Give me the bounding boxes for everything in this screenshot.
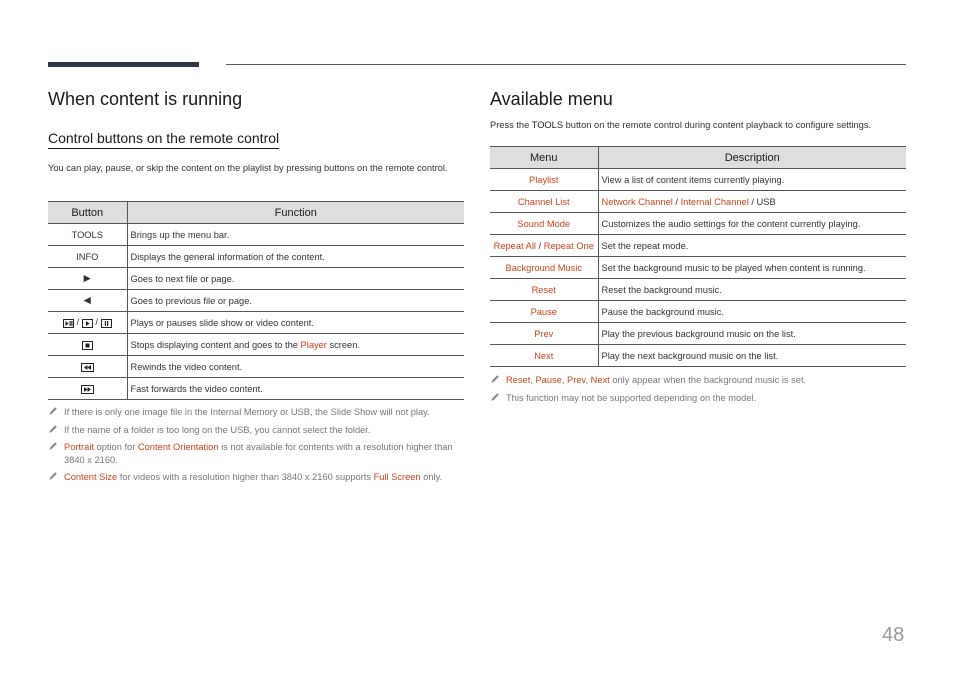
table-row [48,356,464,378]
note-item [48,471,466,484]
function-text: screen. [326,339,360,350]
note-text: If the name of a folder is too long on the USB, you cannot select the folder. [64,424,371,435]
note-text: This function may not be supported depending on the model. [506,392,757,403]
description-cell: Set the repeat mode. [598,235,906,257]
note-text: only. [420,472,443,482]
subsection-title: Control buttons on the remote control [48,130,279,149]
right-intro [490,119,906,132]
function-cell [127,334,464,356]
reset-link: Reset [506,375,531,385]
function-cell: Plays or pauses slide show or video content. [127,312,464,334]
internal-channel-link: Internal Channel [680,196,749,207]
repeat-all-link: Repeat All [493,240,536,251]
menu-cell: Background Music [490,257,598,279]
separator: / [536,240,544,251]
table-row [490,191,906,213]
description-cell: Play the next background music on the list. [598,345,906,367]
pencil-note-icon [490,374,500,384]
button-cell [48,312,127,334]
table-row [490,257,906,279]
left-notes [48,406,466,489]
prev-link: Prev [567,375,586,385]
pencil-note-icon [490,392,500,402]
play-pause-icon [63,319,74,328]
menu-cell: Pause [490,301,598,323]
menu-cell: Prev [490,323,598,345]
function-cell: Rewinds the video content. [127,356,464,378]
section-title-right: Available menu [490,89,613,109]
repeat-one-link: Repeat One [543,240,594,251]
right-notes [490,374,908,409]
note-text: option for [93,442,138,452]
separator: , [561,375,568,385]
separator: , [530,375,536,385]
play-icon [82,319,93,328]
pencil-note-icon [48,471,58,481]
left-intro: You can play, pause, or skip the content on the playlist by pressing buttons on the remote control. [48,163,448,173]
content-size-link: Content Size [64,472,118,482]
pause-icon [101,319,112,328]
full-screen-link: Full Screen [373,472,421,482]
content-orientation-link: Content Orientation [137,442,219,452]
remote-buttons-table [48,201,464,400]
table-header-row [48,202,464,224]
table-row [490,279,906,301]
menu-cell: Reset [490,279,598,301]
tools-key-label: TOOLS [531,120,564,130]
portrait-option-link: Portrait [64,442,94,452]
intro-text: Press the [490,120,532,130]
page-number: 48 [882,624,905,646]
section-title-left: When content is running [48,89,243,109]
menu-cell: Playlist [490,169,598,191]
button-cell [48,378,127,400]
separator: , [585,375,591,385]
function-cell: Displays the general information of the content. [127,246,464,268]
note-item [48,441,466,466]
note-item [490,392,908,405]
table-row [48,312,464,334]
table-row [490,213,906,235]
column-header-description: Description [598,147,906,169]
description-cell: View a list of content items currently playing. [598,169,906,191]
note-text: only appear when the background music is set. [609,375,807,385]
note-text: If there is only one image file in the Internal Memory or USB, the Slide Show will not play. [64,407,430,417]
note-item [48,424,466,437]
next-link: Next [590,375,610,385]
description-cell: Pause the background music. [598,301,906,323]
table-row [48,268,464,290]
column-header-button: Button [48,202,127,224]
note-item [490,374,908,387]
table-row [48,378,464,400]
player-menu-link: Player [300,339,327,350]
table-row [48,290,464,312]
description-cell: Set the background music to be played when content is running. [598,257,906,279]
table-row [490,169,906,191]
menu-cell [490,235,598,257]
note-text: for videos with a resolution higher than 3840 x 2160 supports [117,472,374,482]
function-cell: Fast forwards the video content. [127,378,464,400]
column-header-menu: Menu [490,147,598,169]
available-menu-table [490,146,906,367]
menu-cell: Next [490,345,598,367]
stop-icon [82,341,93,350]
table-row [48,334,464,356]
fast-forward-icon [81,385,94,394]
network-channel-link: Network Channel [601,196,673,207]
menu-cell: Channel List [490,191,598,213]
menu-cell: Sound Mode [490,213,598,235]
intro-text: button on the remote control during content playback to configure settings. [563,120,872,130]
table-row [490,323,906,345]
button-cell: TOOLS [48,224,127,246]
column-header-function: Function [127,202,464,224]
button-cell [48,334,127,356]
function-text: Stops displaying content and goes to the [130,339,301,350]
note-text: is not available for contents with a resolution higher than 3840 x 2160. [64,442,453,465]
button-cell: INFO [48,246,127,268]
description-cell: Customizes the audio settings for the content currently playing. [598,213,906,235]
table-row [490,301,906,323]
rewind-icon [81,363,94,372]
description-cell: Play the previous background music on the list. [598,323,906,345]
function-cell: Goes to next file or page. [127,268,464,290]
function-cell: Goes to previous file or page. [127,290,464,312]
button-cell [48,356,127,378]
description-text: / USB [748,196,776,207]
pause-link: Pause [535,375,562,385]
function-cell: Brings up the menu bar. [127,224,464,246]
table-header-row [490,147,906,169]
description-cell [598,191,906,213]
header-rule [226,64,906,65]
button-cell: ▶ [48,268,127,290]
table-row [48,224,464,246]
separator: / [95,317,98,328]
button-cell: ◀ [48,290,127,312]
description-cell: Reset the background music. [598,279,906,301]
separator: / [76,317,80,328]
table-row [490,235,906,257]
pencil-note-icon [48,406,58,416]
table-row [490,345,906,367]
table-row [48,246,464,268]
header-accent-bar [48,62,199,67]
separator: / [672,196,681,207]
pencil-note-icon [48,441,58,451]
pencil-note-icon [48,424,58,434]
note-item [48,406,466,419]
